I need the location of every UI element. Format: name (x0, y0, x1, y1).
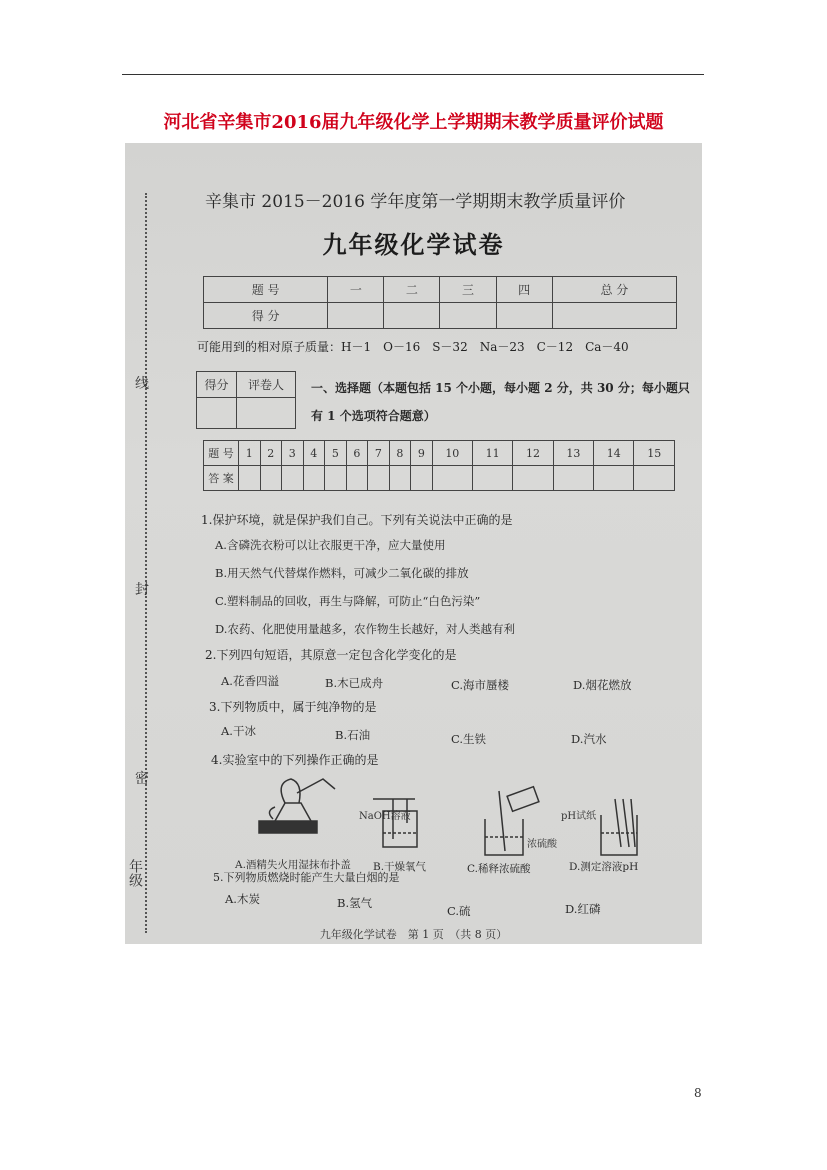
question-2-option-a: A.花香四溢 (221, 674, 279, 688)
top-rule (122, 74, 704, 75)
answer-number: 14 (594, 441, 634, 466)
answer-number: 6 (346, 441, 368, 466)
score-cell: 得 分 (204, 303, 328, 329)
figure-label-acid: 浓硫酸 (527, 839, 557, 850)
question-1-option-b: B.用天然气代替煤作燃料，可减少二氧化碳的排放 (215, 566, 469, 580)
question-5-stem: 5.下列物质燃烧时能产生大量白烟的是 (213, 871, 400, 884)
figure-label-naoh: NaOH溶液 (359, 811, 411, 822)
question-4-option-d: D.测定溶液pH (569, 861, 639, 873)
answer-row-label: 题 号 (204, 441, 239, 466)
paper-header: 辛集市 2015－2016 学年度第一学期期末教学质量评价 (205, 192, 626, 212)
scanned-exam-page (125, 143, 702, 944)
question-1-option-a: A.含磷洗衣粉可以让衣服更干净，应大量使用 (215, 538, 446, 552)
score-cell: 总 分 (552, 277, 676, 303)
answer-number: 12 (513, 441, 553, 466)
answer-number: 9 (411, 441, 433, 466)
question-5-option-b: B.氢气 (337, 896, 373, 910)
score-cell: 三 (440, 277, 496, 303)
question-3-stem: 3.下列物质中，属于纯净物的是 (209, 700, 377, 714)
answer-row-label: 答 案 (204, 466, 239, 491)
answer-number: 7 (368, 441, 390, 466)
score-cell: 题 号 (204, 277, 328, 303)
question-4-option-c: C.稀释浓硫酸 (467, 863, 531, 875)
question-4-option-b: B.干燥氧气 (373, 861, 427, 873)
answer-number: 8 (389, 441, 411, 466)
question-3-option-c: C.生铁 (451, 732, 487, 746)
margin-char-grade: 年级 (127, 859, 143, 887)
figure-d-ph-beaker (601, 799, 637, 855)
question-4-stem: 4.实验室中的下列操作正确的是 (211, 753, 379, 767)
question-4-option-a: A.酒精失火用湿抹布扑盖 (235, 859, 351, 871)
question-1-option-d: D.农药、化肥使用量越多，农作物生长越好，对人类越有利 (215, 622, 515, 636)
question-1-option-c: C.塑料制品的回收，再生与降解，可防止“白色污染” (215, 594, 481, 608)
question-2-stem: 2.下列四句短语，其原意一定包含化学变化的是 (205, 648, 457, 662)
atomic-masses: 可能用到的相对原子质量：H－1 O－16 S－32 Na－23 C－12 Ca－40 (197, 340, 629, 354)
answer-number: 13 (553, 441, 593, 466)
answer-number: 5 (325, 441, 347, 466)
figure-label-ph-paper: pH试纸 (561, 811, 597, 822)
page-number: 8 (694, 1086, 702, 1100)
question-2-option-c: C.海市蜃楼 (451, 678, 510, 692)
paper-title: 九年级化学试卷 (322, 230, 505, 259)
grader-score-label: 得分 (197, 372, 237, 398)
lab-figures (125, 143, 702, 944)
question-5-option-c: C.硫 (447, 904, 471, 918)
margin-char-mi: 密 (135, 771, 149, 787)
question-3-option-a: A.干冰 (221, 724, 256, 738)
margin-char-feng: 封 (135, 582, 149, 598)
question-3-option-b: B.石油 (335, 728, 371, 742)
score-cell: 二 (384, 277, 440, 303)
answer-number: 2 (260, 441, 282, 466)
document-title: 河北省辛集市2016届九年级化学上学期期末教学质量评价试题 (163, 112, 664, 133)
question-3-option-d: D.汽水 (571, 732, 607, 746)
question-5-option-a: A.木炭 (225, 892, 260, 906)
figure-a-lamp (259, 779, 335, 833)
answer-number: 11 (473, 441, 513, 466)
answer-number: 1 (239, 441, 261, 466)
answer-number: 15 (634, 441, 675, 466)
answer-number: 4 (303, 441, 325, 466)
score-cell: 四 (496, 277, 552, 303)
question-5-option-d: D.红磷 (565, 902, 601, 916)
exam-page-footer: 九年级化学试卷 第 1 页 （共 8 页） (319, 928, 508, 941)
margin-char-xian: 线 (135, 376, 149, 392)
section-1-heading: 一、选择题（本题包括 15 个小题，每小题 2 分，共 30 分；每小题只有 1 个选项符合题意） (311, 381, 690, 423)
grader-name-label: 评卷人 (236, 372, 295, 398)
question-2-option-d: D.烟花燃放 (573, 678, 632, 692)
question-2-option-b: B.木已成舟 (325, 676, 384, 690)
answer-number: 3 (282, 441, 304, 466)
score-cell: 一 (328, 277, 384, 303)
answer-number: 10 (432, 441, 472, 466)
question-1-stem: 1.保护环境，就是保护我们自己。下列有关说法中正确的是 (201, 513, 513, 527)
